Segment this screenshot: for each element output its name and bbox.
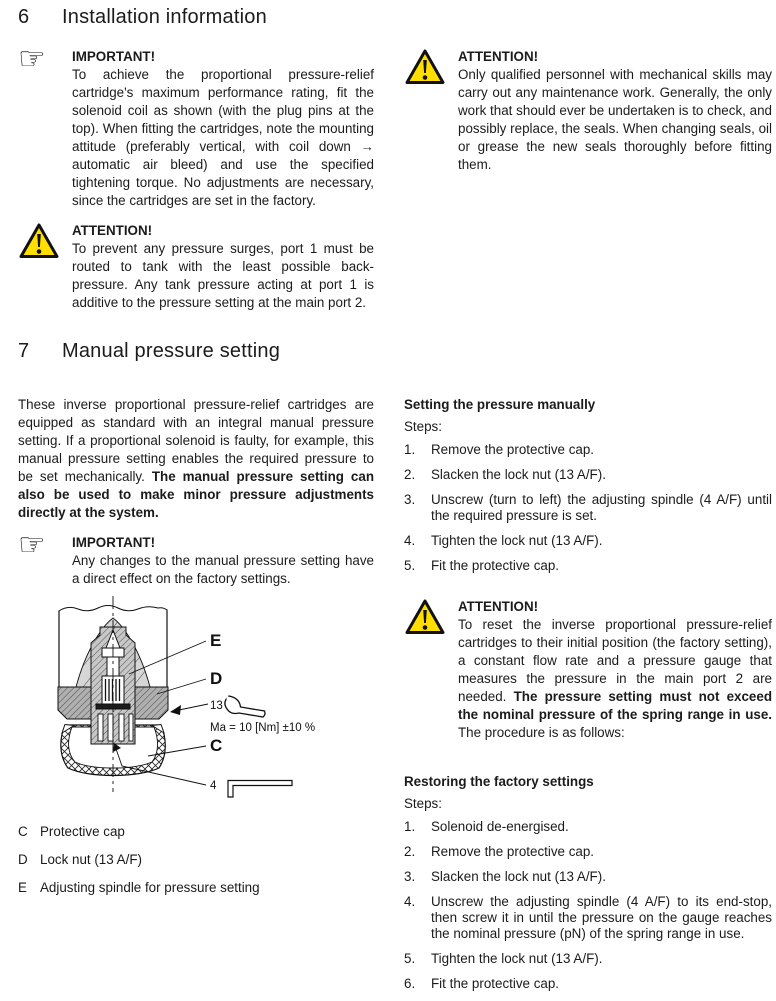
pointing-hand-icon: ☞	[18, 527, 46, 562]
restore-steps-list	[404, 819, 772, 992]
section7-left-column	[18, 396, 374, 907]
torque-label: Ma = 10 [Nm] ±10 %	[210, 722, 316, 734]
diagram-label-D: D	[210, 669, 223, 688]
steps-label: Steps:	[404, 419, 442, 434]
wrench-icon	[225, 695, 265, 717]
notice-title: IMPORTANT!	[72, 49, 156, 64]
notice-title: ATTENTION!	[72, 223, 153, 238]
diagram-legend	[18, 823, 374, 896]
warning-triangle-icon	[404, 48, 458, 91]
legend-item: D Lock nut (13 A/F)	[18, 852, 142, 867]
steps-label: Steps:	[404, 796, 442, 811]
attention-notice-3	[404, 598, 772, 742]
step-item: 5. Tighten the lock nut (13 A/F).	[404, 951, 603, 966]
intro-paragraph: These inverse proportional pressure-relief cartridges are equipped as standard with an integral manual pressure setting. If a proportional solenoid is faulty, for example, this manual pressure setting enables the required pressure to be set mechanically. The manual pressure setting can also be used to make minor pressure adjustments directly at the system.	[18, 397, 375, 520]
notice-title: ATTENTION!	[458, 599, 539, 614]
important-notice-2	[18, 527, 374, 588]
section7-number: 7	[18, 340, 30, 362]
section6-right-column	[404, 48, 772, 174]
section7-right-column	[404, 396, 772, 1001]
notice-body: To reset the inverse proportional pressure-relief cartridges to their initial position (the factory setting), a constant flow rate and a pressure gauge that measures the pressure in the main port 2 are needed. The pressure setting must not exceed the nominal pressure of the spring range in use. The procedure is as follows:	[458, 617, 772, 740]
step-item: 1. Solenoid de-energised.	[404, 819, 569, 834]
warning-triangle-icon	[18, 222, 72, 265]
notice-body: Only qualified personnel with mechanical skills may carry out any maintenance work. Generally, the only work that should ever be undertaken is to check, and possibly replace, the seals. When changing seals, oil or grease the new seals thoroughly before fitting them.	[458, 67, 772, 172]
hexkey-size-label: 4	[210, 780, 217, 792]
notice-body: To prevent any pressure surges, port 1 must be routed to tank with the least possible back-pressure. Any tank pressure acting at port 1 is additive to the pressure setting at the main port 2.	[72, 241, 374, 310]
step-item: 2. Remove the protective cap.	[404, 844, 595, 859]
manual-steps-list	[404, 442, 772, 574]
cartridge-cross-section-diagram	[40, 594, 390, 816]
step-item: 1. Remove the protective cap.	[404, 442, 595, 457]
warning-triangle-icon	[404, 598, 458, 641]
step-item: 2. Slacken the lock nut (13 A/F).	[404, 467, 606, 482]
legend-item: C Protective cap	[18, 824, 125, 839]
legend-item: E Adjusting spindle for pressure setting	[18, 880, 260, 895]
notice-title: IMPORTANT!	[72, 535, 156, 550]
pointing-hand-icon: ☞	[18, 41, 46, 76]
section6-number: 6	[18, 6, 30, 28]
diagram-label-E: E	[210, 631, 222, 650]
important-notice-1	[18, 41, 374, 210]
allen-key-icon	[228, 781, 292, 798]
attention-notice-2	[404, 48, 772, 174]
step-item: 6. Fit the protective cap.	[404, 976, 560, 991]
section6-left-column	[18, 41, 374, 312]
diagram-label-C: C	[210, 736, 223, 755]
section6-title: Installation information	[62, 6, 267, 28]
torque-arrowhead	[170, 705, 181, 715]
notice-title: ATTENTION!	[458, 49, 539, 64]
restore-heading: Restoring the factory settings	[404, 774, 594, 789]
notice-body: To achieve the proportional pressure-relief cartridge's maximum performance rating, fit the solenoid coil as shown (with the plug pins at the top). When fitting the cartridges, note the mounting attitude (preferably vertical, with coil down → automatic air bleed) and use the specified tightening torque. No adjustments are necessary, since the cartridges are set in the factory.	[72, 67, 374, 208]
step-item: 5. Fit the protective cap.	[404, 558, 560, 573]
step-item: 4. Unscrew the adjusting spindle (4 A/F) to its end-stop, then screw it in until the pressure on the gauge reaches the nominal pressure (pN) of the spring range in use.	[404, 894, 772, 941]
wrench-size-label: 13	[210, 700, 223, 712]
notice-body: Any changes to the manual pressure setting have a direct effect on the factory settings.	[72, 553, 374, 586]
attention-notice-1	[18, 222, 374, 312]
section7-heading	[18, 340, 280, 363]
step-item: 3. Unscrew (turn to left) the adjusting spindle (4 A/F) until the required pressure is set.	[404, 492, 772, 523]
section6-heading	[18, 6, 267, 29]
section7-title: Manual pressure setting	[62, 340, 281, 362]
step-item: 4. Tighten the lock nut (13 A/F).	[404, 533, 603, 548]
step-item: 3. Slacken the lock nut (13 A/F).	[404, 869, 606, 884]
manual-setting-heading: Setting the pressure manually	[404, 397, 596, 412]
